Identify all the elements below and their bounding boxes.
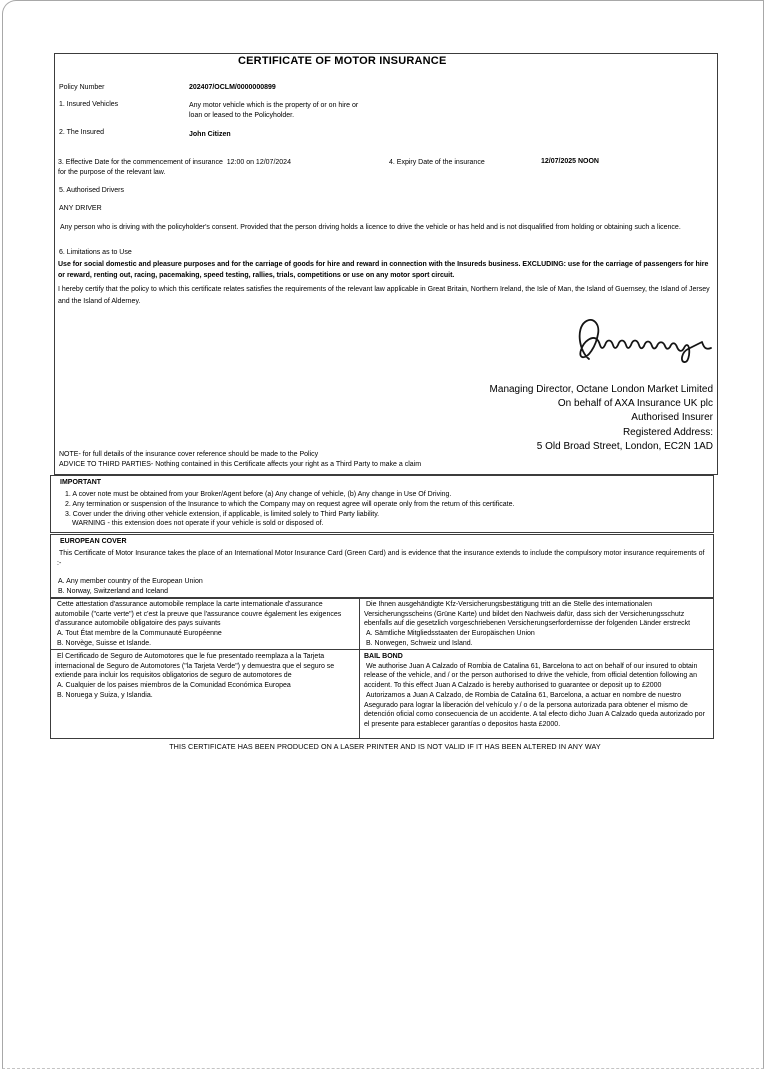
european-cover-item-a: A. Any member country of the European Union <box>58 578 203 585</box>
french-text: Cette attestation d'assurance automobile remplace la carte internationale d'assurance automobile ("carte verte") et c'est la preuve que l'assurance couvre également les exigences d'assurance automobile obligatoire des pays suivants <box>55 601 344 628</box>
spanish-text: El Certificado de Seguro de Automotores que le fue presentado reemplaza a la Tarjeta internacional de Seguro de Automotores ("la Tarjeta Verde") y demuestra que el seguro se extiende para incluir los requisitos obligatorios de seguro de automotores de <box>55 653 337 680</box>
advice-third-parties-line: ADVICE TO THIRD PARTIES- Nothing contained in this Certificate affects your right as a Third Party to make a claim <box>59 460 422 468</box>
insured-vehicles-line1: Any motor vehicle which is the property of or on hire or <box>189 101 359 109</box>
signatory-role: Managing Director, Octane London Market Limited <box>489 384 713 395</box>
authorised-drivers-label: 5. Authorised Drivers <box>59 187 124 194</box>
french-item-a: A. Tout État membre de la Communauté Européenne <box>55 630 222 638</box>
french-item-b: B. Norvège, Suisse et Islande. <box>55 639 152 647</box>
european-cover-box <box>50 534 714 599</box>
policy-number-label: Policy Number <box>59 84 105 91</box>
laser-printer-notice: THIS CERTIFICATE HAS BEEN PRODUCED ON A LASER PRINTER AND IS NOT VALID IF IT HAS BEEN ALTERED IN ANY WAY <box>169 742 601 751</box>
limitations-text: Use for social domestic and pleasure purposes and for the carriage of goods for hire and reward in connection with the Insureds business. EXCLUDING: use for the carriage of passengers for hire or reward, renting out, racing, pacemaking, speed testing, rallies, trials, competitions or use on any motor sport circuit. <box>58 261 711 279</box>
european-cover-item-b: B. Norway, Switzerland and Iceland <box>58 587 168 595</box>
policy-number-value: 202407/OCLM/0000000899 <box>189 84 276 91</box>
bail-bond-heading: BAIL BOND <box>364 653 403 660</box>
certify-text: I hereby certify that the policy to which this certificate relates satisfies the requirements of the relevant law applicable in Great Britain, Northern Ireland, the Isle of Man, the Island of Guernsey, the Island of Jersey and the Island of Alderney. <box>58 286 712 305</box>
spanish-item-b: B. Noruega y Suiza, y Islandia. <box>55 691 153 699</box>
spanish-item-a: A. Cualquier de los paises miembros de la Comunidad Económica Europea <box>55 682 291 690</box>
european-cover-heading: EUROPEAN COVER <box>60 538 127 545</box>
german-cell <box>359 598 713 649</box>
signatory-authorised-insurer: Authorised Insurer <box>631 412 713 424</box>
important-item-1: 1. A cover note must be obtained from your Broker/Agent before (a) Any change of vehicle, (b) Any change in Use Of Driving. <box>65 491 452 498</box>
effective-date-line1: 3. Effective Date for the commencement of insurance 12:00 on 12/07/2024 <box>58 159 291 166</box>
french-cell <box>51 598 359 649</box>
important-heading: IMPORTANT <box>60 479 102 486</box>
signature <box>575 317 715 369</box>
expiry-date-value: 12/07/2025 NOON <box>541 158 599 165</box>
insured-vehicles-label: 1. Insured Vehicles <box>59 101 119 108</box>
european-cover-intro: This Certificate of Motor Insurance takes the place of an International Motor Insurance Card (Green Card) and is evidence that the insurance extends to include the compulsory motor insurance requirements of :- <box>57 550 707 567</box>
important-box <box>50 475 714 533</box>
note-line: NOTE- for full details of the insurance cover reference should be made to the Policy <box>59 451 319 458</box>
bail-bond-text-es: Autorizamos a Juan A Calzado, de Rombia de Catalina 61, Barcelona, a actuar en nombre de nuestro Asegurado para lograr la liberación del vehículo y / o de la persona autorizada para obtener el mismo de detención oficial como consecuencia de un accidente. A tal efecto dicho Juan A Calzado queda autorizado por el presente para establecer garantías o depositos hasta £2000. <box>364 691 707 728</box>
german-text: Die Ihnen ausgehändigte Kfz-Versicherungsbestätigung tritt an die Stelle des internationalen Versicherungsscheins (Grüne Karte) und bildet den Nachweis dafür, dass sich der Versicherungsschutz ebenfalls auf die gesetzlich vorgeschriebenen Versicherungserfordernisse der folgenden Länder erstreckt <box>364 601 691 628</box>
driver-consent-text: Any person who is driving with the policyholder's consent. Provided that the person driving holds a licence to drive the vehicle or has held and is not disqualified from holding or obtaining such a licence. <box>58 224 681 231</box>
bail-bond-text-en: We authorise Juan A Calzado of Rombia de Catalina 61, Barcelona to act on behalf of our insured to obtain release of the vehicle, and / or the person authorised to drive the vehicle, from official detention following an accident. To this effect Juan A Calzado is hereby authorised to guarantee or deposit up to £2000 <box>364 662 700 690</box>
signatory-block <box>490 383 713 454</box>
green-card-table <box>50 597 714 739</box>
certificate-title: CERTIFICATE OF MOTOR INSURANCE <box>238 55 447 67</box>
important-warning: WARNING - this extension does not operate if your vehicle is sold or disposed of. <box>72 520 324 527</box>
limitations-label: 6. Limitations as to Use <box>59 249 132 256</box>
bail-bond-cell <box>359 649 713 738</box>
german-item-a: A. Sämtliche Mitgliedsstaaten der Europäischen Union <box>364 630 535 638</box>
certificate-box <box>54 53 718 475</box>
signatory-registered-address: 5 Old Broad Street, London, EC2N 1AD <box>536 440 713 452</box>
spanish-cell <box>51 649 359 738</box>
german-item-b: B. Norwegen, Schweiz und Island. <box>364 639 473 647</box>
signatory-registered-address-label: Registered Address: <box>622 426 713 438</box>
insured-vehicles-line2: loan or leased to the Policyholder. <box>189 112 295 119</box>
important-item-3: 3. Cover under the driving other vehicle extension, if applicable, is limited solely to Third Party liability. <box>65 511 380 518</box>
any-driver-value: ANY DRIVER <box>59 205 102 212</box>
insured-label: 2. The Insured <box>59 129 105 136</box>
important-item-2: 2. Any termination or suspension of the Insurance to which the Company may on request agree will operate only from the return of this certificate. <box>65 501 515 508</box>
insured-name: John Citizen <box>189 131 231 138</box>
effective-date-line2: for the purpose of the relevant law. <box>58 168 166 176</box>
expiry-date-label: 4. Expiry Date of the insurance <box>389 159 485 166</box>
signatory-on-behalf: On behalf of AXA Insurance UK plc <box>557 398 713 410</box>
